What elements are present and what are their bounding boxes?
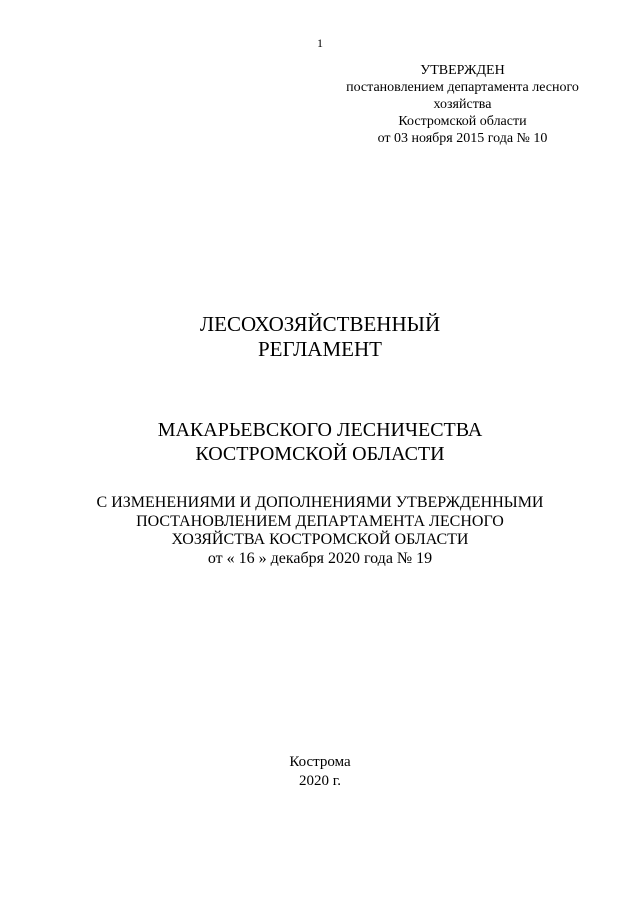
approval-authority-line: постановлением департамента лесного bbox=[346, 80, 579, 95]
forestry-name-line: МАКАРЬЕВСКОГО ЛЕСНИЧЕСТВА bbox=[157, 419, 483, 441]
amendments-line: ПОСТАНОВЛЕНИЕМ ДЕПАРТАМЕНТА ЛЕСНОГО bbox=[136, 512, 504, 530]
forestry-name-line: КОСТРОМСКОЙ ОБЛАСТИ bbox=[195, 443, 445, 465]
approval-heading: УТВЕРЖДЕН bbox=[420, 63, 505, 78]
footer-year: 2020 г. bbox=[299, 773, 341, 789]
page-number: 1 bbox=[317, 36, 323, 50]
amendments-line: С ИЗМЕНЕНИЯМИ И ДОПОЛНЕНИЯМИ УТВЕРЖДЕННЫМИ bbox=[96, 494, 544, 511]
document-title bbox=[0, 312, 640, 362]
amendments-note bbox=[0, 494, 640, 568]
approval-authority-line: хозяйства bbox=[433, 97, 492, 112]
approval-date-line: от 03 ноября 2015 года № 10 bbox=[377, 131, 548, 146]
document-title-line: ЛЕСОХОЗЯЙСТВЕННЫЙ bbox=[199, 312, 441, 336]
approval-stamp bbox=[330, 62, 595, 147]
forestry-name bbox=[0, 418, 640, 466]
document-footer bbox=[0, 753, 640, 791]
amendments-date-line: от « 16 » декабря 2020 года № 19 bbox=[207, 549, 433, 567]
approval-region-line: Костромской области bbox=[398, 114, 527, 129]
footer-city: Кострома bbox=[289, 754, 351, 770]
amendments-line: ХОЗЯЙСТВА КОСТРОМСКОЙ ОБЛАСТИ bbox=[171, 531, 469, 548]
document-title-line: РЕГЛАМЕНТ bbox=[258, 337, 382, 361]
